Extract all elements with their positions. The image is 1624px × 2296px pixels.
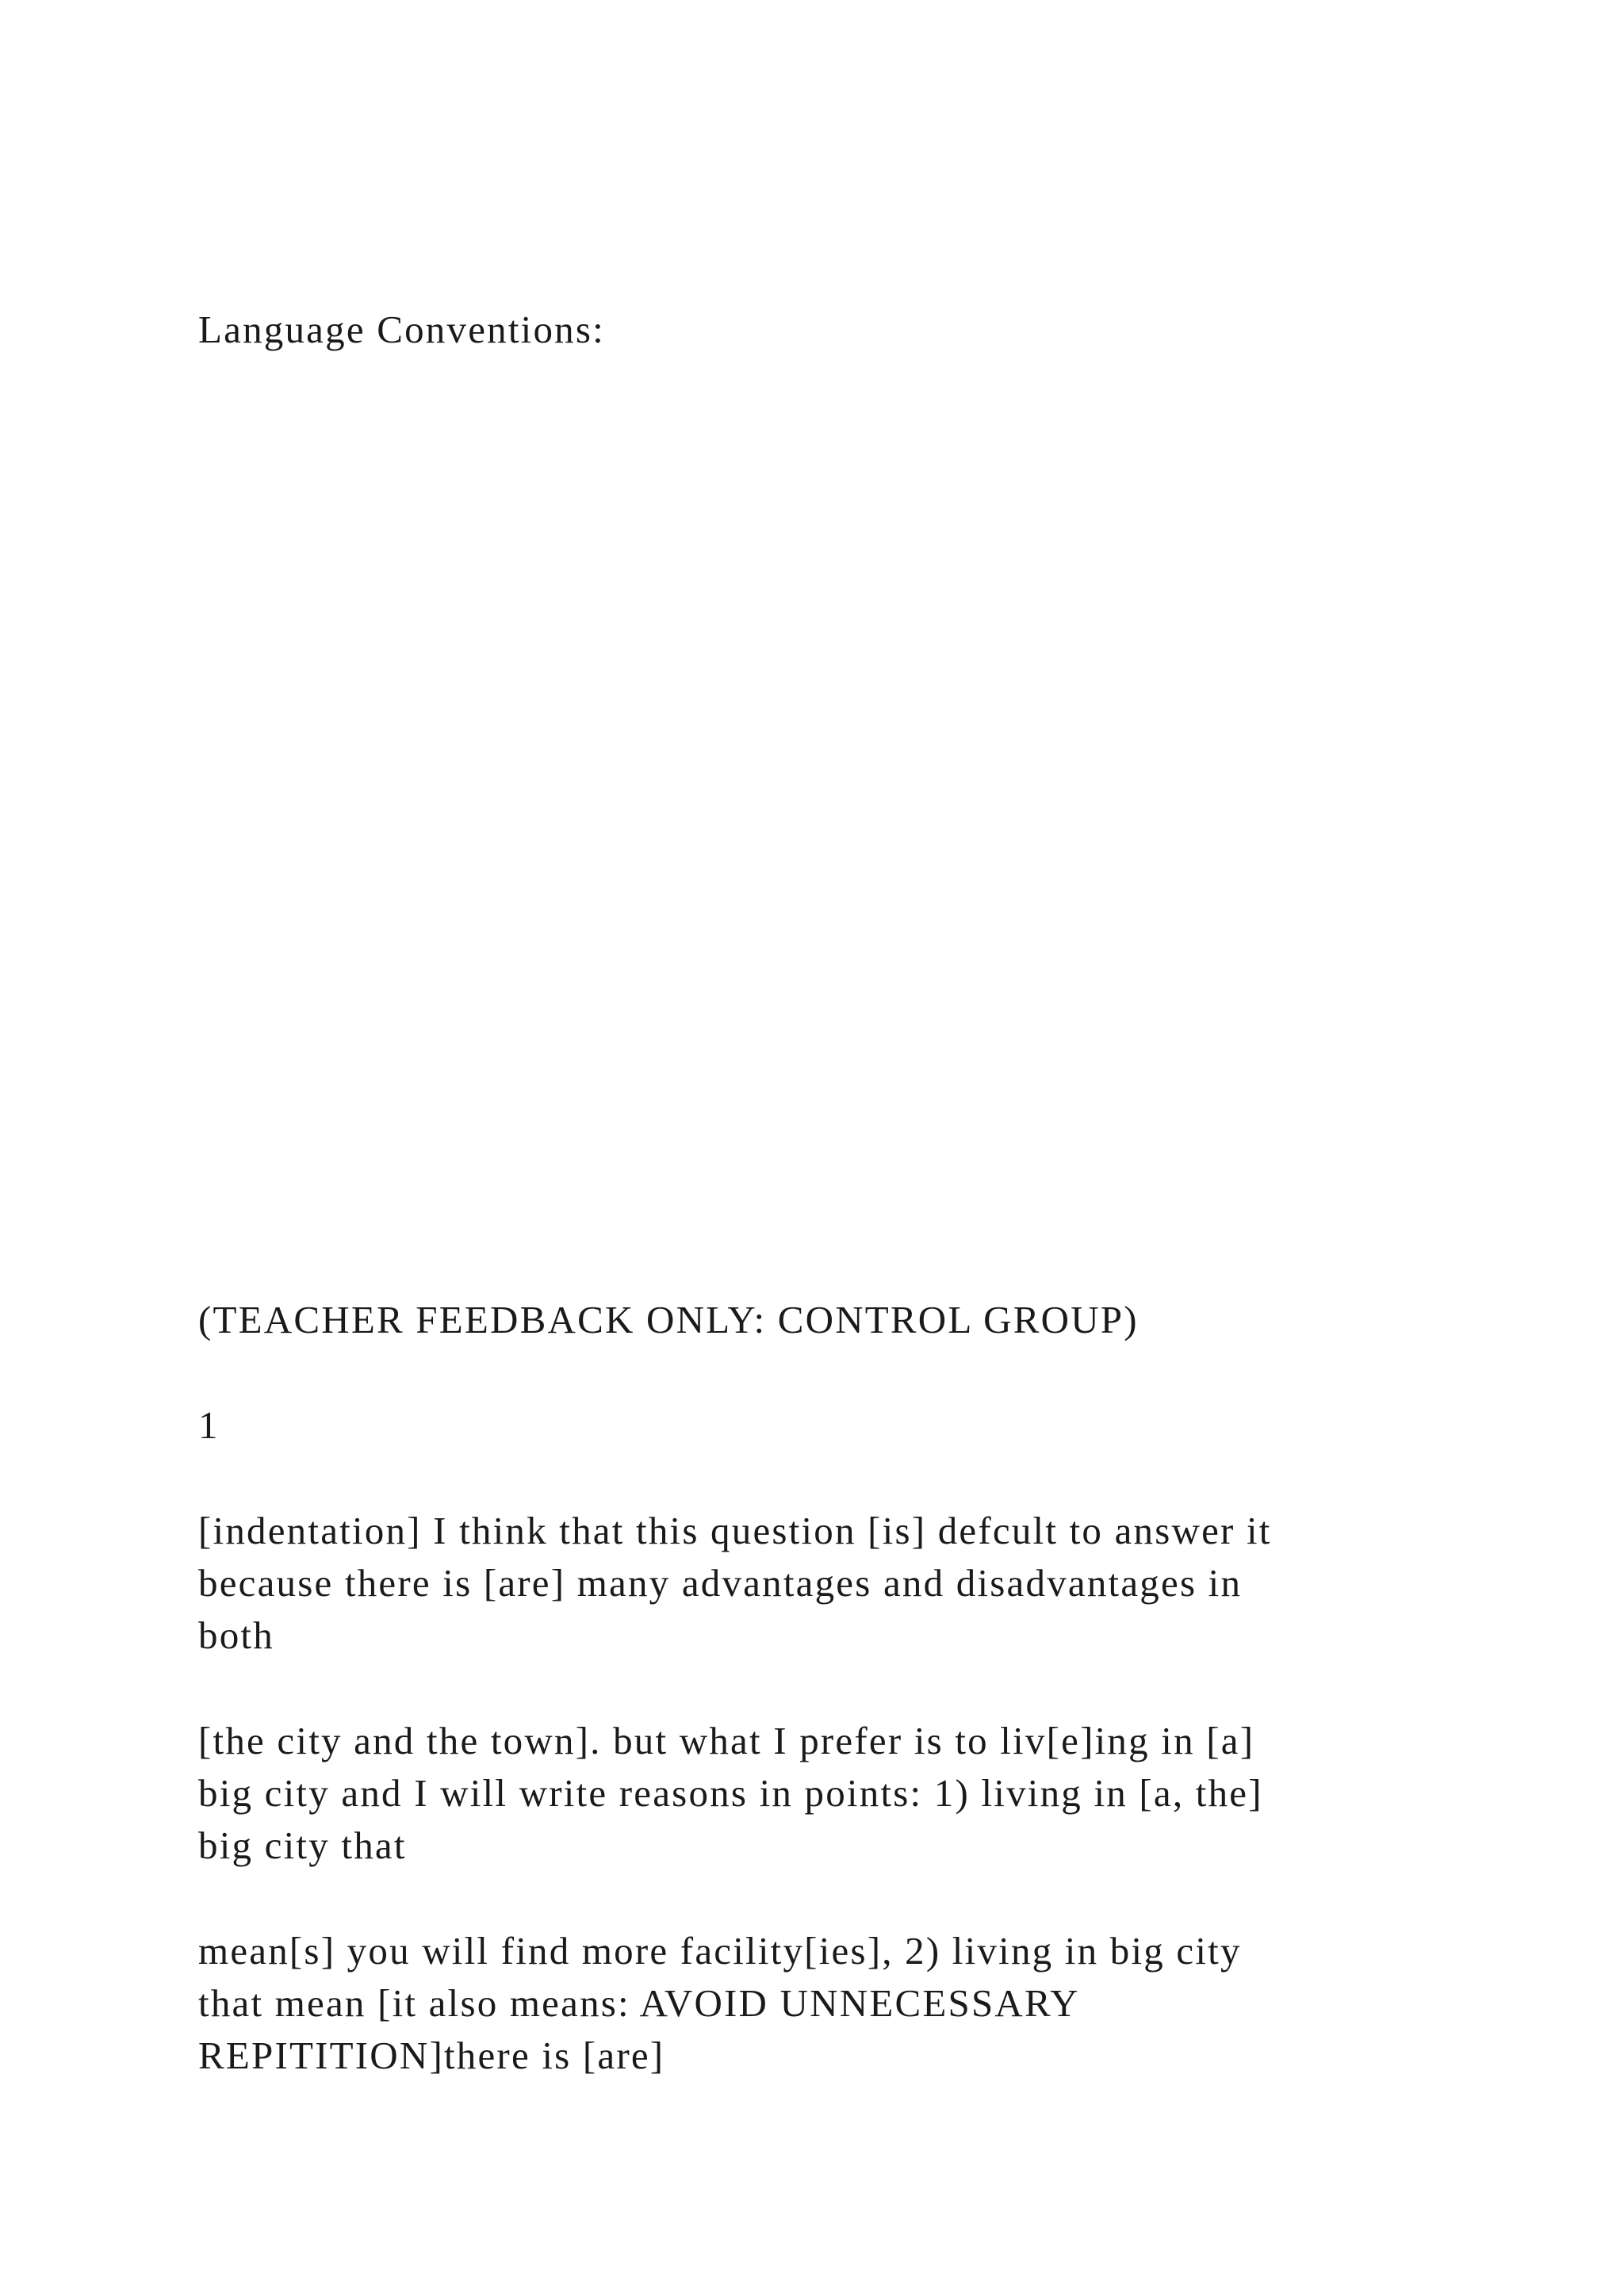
paragraph-line: big city and I will write reasons in points: 1) living in [a, the]: [198, 1771, 1263, 1815]
paragraph-line: because there is [are] many advantages and disadvantages in: [198, 1561, 1243, 1605]
paragraph-line: big city that: [198, 1823, 407, 1867]
paragraph-line: REPITITION]there is [are]: [198, 2034, 665, 2077]
group-label: (TEACHER FEEDBACK ONLY: CONTROL GROUP): [198, 1298, 1139, 1341]
item-number: 1: [198, 1403, 220, 1447]
paragraph-line: [indentation] I think that this question [is] defcult to answer it: [198, 1509, 1272, 1552]
paragraph-line: mean[s] you will find more facility[ies], 2) living in big city: [198, 1929, 1242, 1973]
paragraph-line: both: [198, 1613, 274, 1657]
heading: Language Conventions:: [198, 308, 605, 351]
paragraph-line: [the city and the town]. but what I prefer is to liv[e]ing in [a]: [198, 1719, 1255, 1762]
paragraph-line: that mean [it also means: AVOID UNNECESSARY: [198, 1981, 1080, 2025]
